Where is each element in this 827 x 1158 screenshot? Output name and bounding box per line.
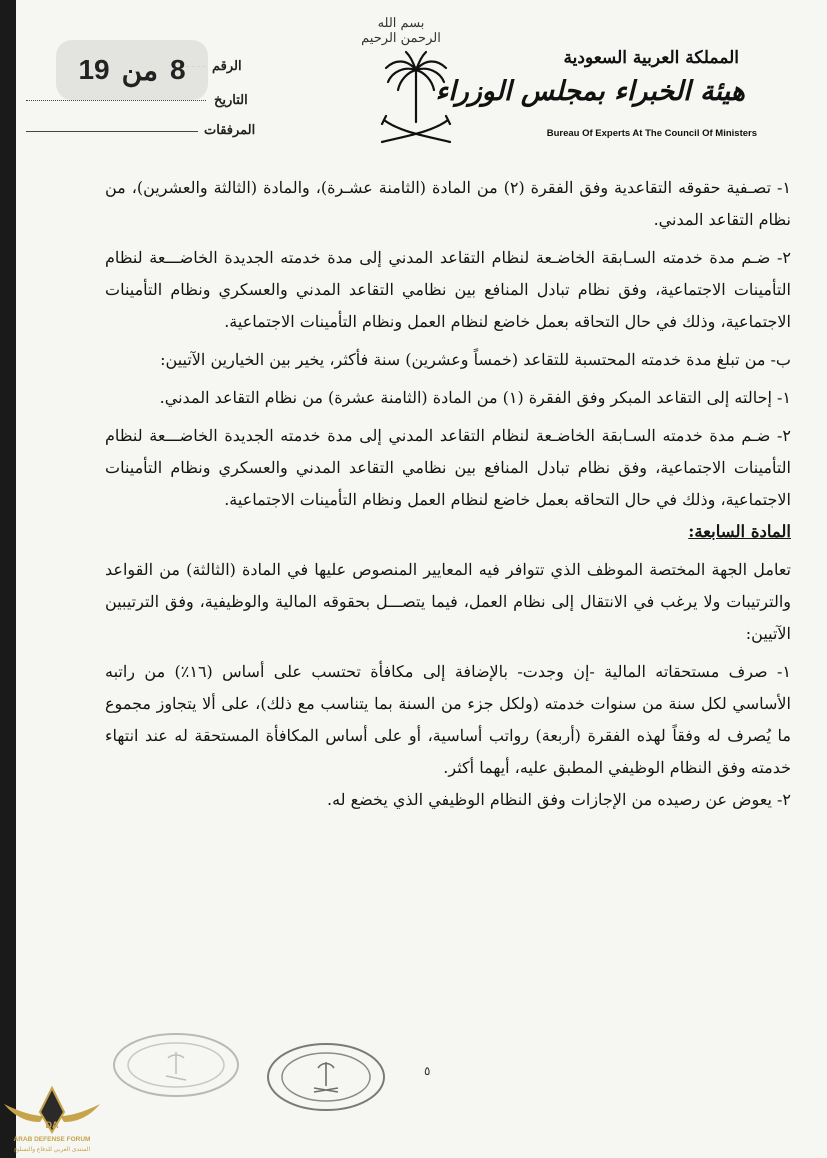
org-name-arabic: هيئة الخبراء بمجلس الوزراء [435, 76, 745, 107]
field-date-line [26, 100, 206, 101]
page-of-word: من [121, 54, 158, 86]
article-7-heading: المادة السابعة: [688, 522, 791, 541]
paragraph-1: ١- تصـفية حقوقه التقاعدية وفق الفقرة (٢) من المادة (الثامنة عشـرة)، والمادة (الثالثة والعشرين)، من نظام التقاعد المدني. [105, 178, 791, 229]
paragraph-8: ٢- يعوض عن رصيده من الإجازات وفق النظام الوظيفي الذي يخضع له. [327, 790, 791, 809]
page-indicator [56, 40, 208, 100]
svg-text:DA: DA [45, 1120, 59, 1130]
page-current: 8 [169, 54, 186, 85]
paragraph-7: ١- صرف مستحقاته المالية -إن وجدت- بالإضافة إلى مكافأة تحتسب على أساس (١٦٪) من راتبه الأساسي لكل سنة من سنوات خدمته (ولكل جزء من السنة بما يتناسب مع ذلك)، على ألا يتجاوز مجموع ما يُصرف له وفقاً لهذه الفقرة (أربعة) رواتب أساسية، أو على أساس المكافأة المستحقة له عند انتهاء خدمته وفق النظام الوظيفي المطبق عليه، أيهما أكثر. [105, 662, 791, 777]
paragraph-6: تعامل الجهة المختصة الموظف الذي تتوافر فيه المعايير المنصوص عليها في المادة (الثالثة) من القواعد والترتيبات ولا يرغب في الانتقال إلى نظام العمل، فيما يتصـــل بحقوقه المالية والوظيفية، وفق الترتيبين الآتيين: [105, 560, 791, 643]
paragraph-3: ب- من تبلغ مدة خدمته المحتسبة للتقاعد (خمساً وعشرين) سنة فأكثر، يخير بين الخيارين الآتيين: [160, 350, 791, 369]
page-total: 19 [78, 54, 110, 85]
paragraph-2: ٢- ضـم مدة خدمته السـابقة الخاضـعة لنظام التقاعد المدني إلى مدة خدمته الجديدة الخاضـــعة لنظام التأمينات الاجتماعية، وفق نظام تبادل المنافع بين نظامي التقاعد المدني والعسكري ونظام التأمينات الاجتماعية، وذلك في حال التحاقه بعمل خاضع لنظام العمل ونظام التأمينات الاجتماعية. [105, 248, 791, 331]
field-date-label: التاريخ [214, 92, 248, 107]
org-country: المملكة العربية السعودية [563, 48, 739, 68]
paragraph-5: ٢- ضـم مدة خدمته السـابقة الخاضـعة لنظام التقاعد المدني إلى مدة خدمته الجديدة الخاضـــعة لنظام التأمينات الاجتماعية، وفق نظام تبادل المنافع بين نظامي التقاعد المدني والعسكري ونظام التأمينات الاجتماعية، وذلك في حال التحاقه بعمل خاضع لنظام العمل ونظام التأمينات الاجتماعية. [105, 426, 791, 509]
forum-name-arabic: المنتدى العربي للدفاع والتسليح [13, 1147, 91, 1153]
paragraph-4: ١- إحالته إلى التقاعد المبكر وفق الفقرة (١) من المادة (الثامنة عشرة) من نظام التقاعد المدني. [159, 388, 791, 407]
org-name-english: Bureau Of Experts At The Council Of Ministers [546, 128, 757, 139]
document-body [105, 172, 791, 816]
stamp-seal-left [110, 1030, 242, 1100]
field-attachments-line [26, 131, 198, 132]
field-number-label: الرقم [212, 58, 242, 73]
document-page [16, 0, 827, 1158]
basmala: بسم الله الرحمن الرحيم [361, 16, 441, 46]
stamp-seal-right [264, 1040, 388, 1114]
page-dot: ٥ [424, 1064, 431, 1078]
field-attachments-label: المرفقات [204, 122, 256, 137]
forum-name: ARAB DEFENSE FORUM [13, 1136, 91, 1143]
